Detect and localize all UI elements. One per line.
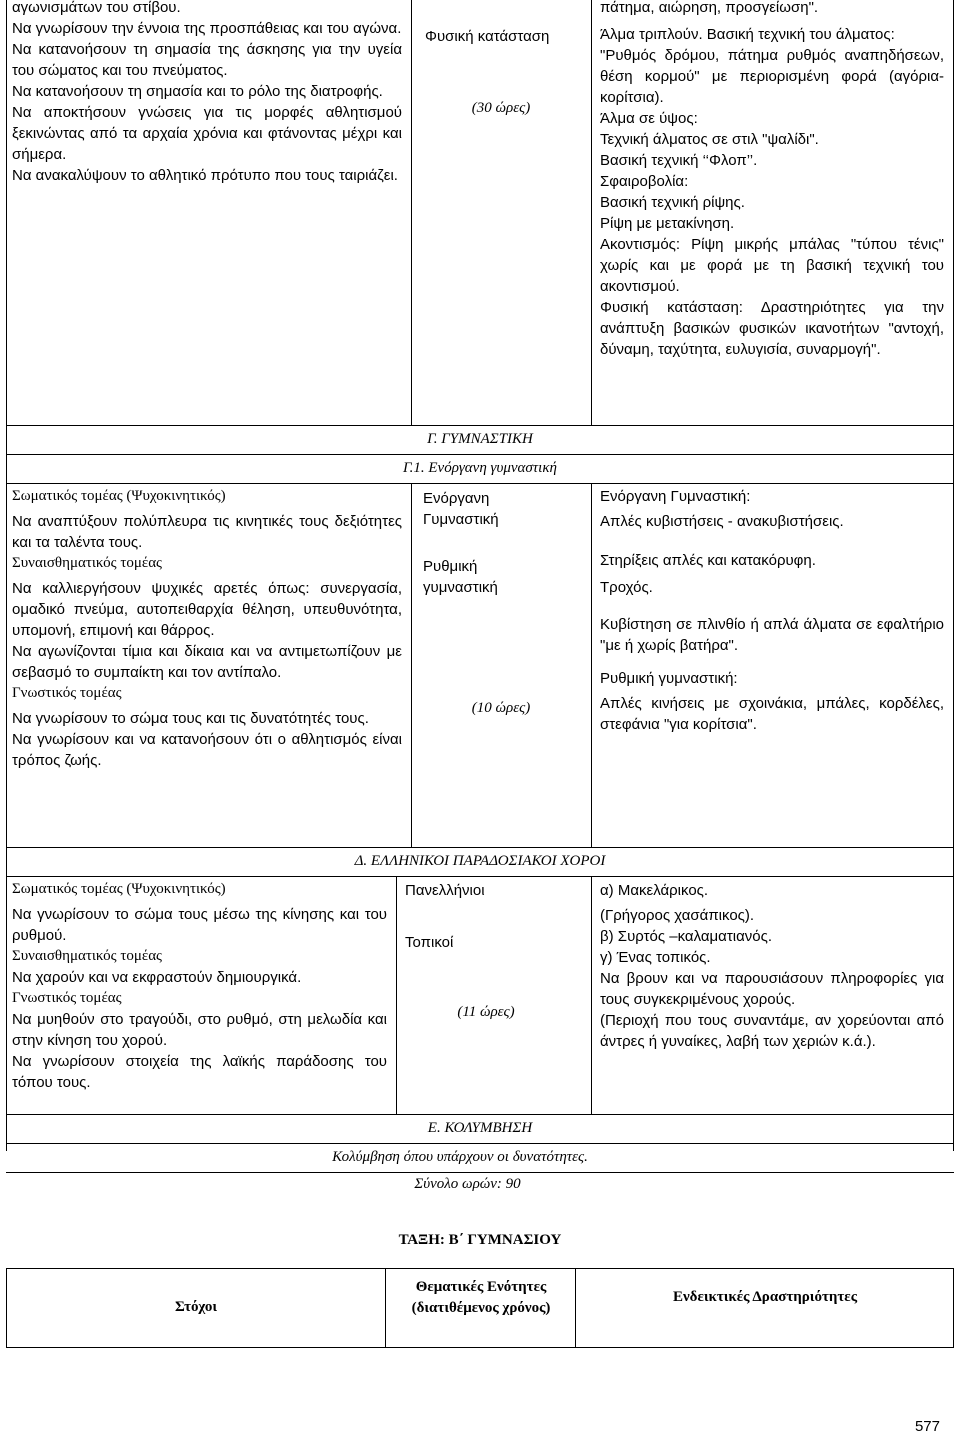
row-divider bbox=[6, 425, 954, 426]
row-divider bbox=[6, 1114, 954, 1115]
unit-hours: (11 ώρες) bbox=[457, 1004, 515, 1020]
unit-title: Πανελλήνιοι bbox=[405, 882, 485, 899]
unit-title: Ρυθμική γυμναστική bbox=[423, 558, 498, 596]
subsection-heading: Γ.1. Ενόργανη γυμναστική bbox=[403, 460, 557, 476]
table-border-left bbox=[6, 0, 7, 1151]
header-table-border bbox=[953, 1268, 954, 1348]
header-activities: Ενδεικτικές Δραστηριότητες bbox=[672, 1289, 858, 1305]
activity-text: Απλές κυβιστήσεις - ανακυβιστήσεις. bbox=[600, 513, 844, 530]
column-divider-1 bbox=[411, 483, 412, 847]
activity-text: Φυσική κατάσταση: Δραστηριότητες για την ανάπτυξη βασικών φυσικών ικανοτήτων "αντοχή, δύναμη, ταχύτητα, ευλυγισία, συναρμογή". bbox=[600, 299, 944, 358]
objective-text: Να αναπτύξουν πολύπλευρα τις κινητικές τους δεξιότητες και τα ταλέντα τους. bbox=[12, 513, 402, 551]
unit-title: Φυσική κατάσταση bbox=[425, 28, 550, 45]
unit-title: Τοπικοί bbox=[405, 934, 454, 951]
activities-cell bbox=[600, 486, 944, 735]
activity-text: Ενόργανη Γυμναστική: bbox=[600, 488, 751, 505]
objective-text: Να κατανοήσουν τη σημασία της άσκησης για την υγεία του σώματος και του πνεύματος. bbox=[12, 41, 402, 79]
table-border-right bbox=[953, 0, 954, 1151]
header-table-border bbox=[6, 1268, 954, 1269]
page-number: 577 bbox=[914, 1418, 940, 1435]
activity-text: α) Μακελάρικος. bbox=[600, 882, 709, 899]
objective-text: Να ανακαλύψουν το αθλητικό πρότυπο που τους ταιριάζει. bbox=[12, 167, 398, 184]
row-divider bbox=[6, 454, 954, 455]
activity-text: "Ρυθμός δρόμου, πάτημα ρυθμός αναπηδήσεων, θέση κορμού" με περιορισμένη φορά (αγόρια- κορίτσια). bbox=[600, 47, 944, 106]
domain-label: Σωματικός τομέας (Ψυχοκινητικός) bbox=[12, 881, 226, 897]
section-heading: Ε. ΚΟΛΥΜΒΗΣΗ bbox=[427, 1120, 533, 1136]
activity-text: Ρίψη με μετακίνηση. bbox=[600, 215, 735, 232]
objective-text: Να αγωνίζονται τίμια και δίκαια και να αντιμετωπίζουν με σεβασμό το συμπαίκτη και τον αντίπαλο. bbox=[12, 643, 402, 681]
header-units: Θεματικές Ενότητες (διατιθέμενος χρόνος) bbox=[411, 1279, 551, 1316]
objective-text: Να μυηθούν στο τραγούδι, στο ρυθμό, στη μελωδία και στην κίνηση του χορού. bbox=[12, 1011, 387, 1049]
unit-hours: (30 ώρες) bbox=[471, 100, 531, 116]
total-hours: Σύνολο ωρών: 90 bbox=[414, 1176, 521, 1192]
activity-text: Απλές κινήσεις με σχοινάκια, μπάλες, κορδέλες, στεφάνια "για κορίτσια". bbox=[600, 695, 944, 733]
row-divider bbox=[6, 876, 954, 877]
unit-title: Ενόργανη Γυμναστική bbox=[423, 490, 499, 528]
activity-text: Τροχός. bbox=[600, 579, 653, 596]
column-divider-1 bbox=[411, 0, 412, 425]
section-heading: Γ. ΓΥΜΝΑΣΤΙΚΗ bbox=[427, 431, 533, 447]
objective-text: Να γνωρίσουν το σώμα τους και τις δυνατότητές τους. bbox=[12, 710, 369, 727]
objectives-cell bbox=[12, 486, 402, 771]
activity-text: Ρυθμική γυμναστική: bbox=[600, 670, 738, 687]
class-title: ΤΑΞΗ: Β΄ ΓΥΜΝΑΣΙΟΥ bbox=[398, 1232, 562, 1248]
activity-text: (Γρήγορος χασάπικος). bbox=[600, 907, 755, 924]
activity-text: Βασική τεχνική ‘‘Φλοπ’’. bbox=[600, 152, 758, 169]
activity-text: Σφαιροβολία: bbox=[600, 173, 689, 190]
section-heading: Δ. ΕΛΛΗΝΙΚΟΙ ΠΑΡΑΔΟΣΙΑΚΟΙ ΧΟΡΟΙ bbox=[354, 853, 606, 869]
domain-label: Γνωστικός τομέας bbox=[12, 990, 122, 1006]
activity-text: Στηρίξεις απλές και κατακόρυφη. bbox=[600, 552, 816, 569]
header-table-border bbox=[6, 1347, 954, 1348]
column-divider-2 bbox=[591, 0, 592, 425]
activity-text: γ) Ένας τοπικός. bbox=[600, 949, 711, 966]
activities-cell bbox=[600, 0, 944, 360]
column-divider-1 bbox=[396, 876, 397, 1114]
row-divider bbox=[6, 1172, 954, 1173]
objective-text: Να γνωρίσουν και να κατανοήσουν ότι ο αθλητισμός είναι τρόπος ζωής. bbox=[12, 731, 402, 769]
activity-text: (Περιοχή που τους συναντάμε, αν χορεύονται από άντρες ή γυναίκες, λαβή των χεριών κ.ά.). bbox=[600, 1012, 944, 1050]
unit-hours: (10 ώρες) bbox=[471, 700, 531, 716]
objective-text: Να αποκτήσουν γνώσεις για τις μορφές αθλητισμού ξεκινώντας από τα αρχαία χρόνια και φτάνοντας μέχρι και σήμερα. bbox=[12, 104, 402, 163]
activities-cell bbox=[600, 880, 944, 1052]
column-divider-2 bbox=[591, 483, 592, 847]
objective-text: Να γνωρίσουν στοιχεία της λαϊκής παράδοσης του τόπου τους. bbox=[12, 1053, 387, 1091]
objective-text: Να γνωρίσουν την έννοια της προσπάθειας και του αγώνα. bbox=[12, 20, 402, 37]
activity-text: Κυβίστηση σε πλινθίο ή απλά άλματα σε εφαλτήριο "με ή χωρίς βατήρα". bbox=[600, 616, 944, 654]
activity-text: Τεχνική άλματος σε στιλ "ψαλίδι". bbox=[600, 131, 819, 148]
row-divider bbox=[6, 847, 954, 848]
activity-text: β) Συρτός –καλαματιανός. bbox=[600, 928, 773, 945]
objectives-cell bbox=[12, 879, 387, 1093]
domain-label: Γνωστικός τομέας bbox=[12, 685, 122, 701]
row-divider bbox=[6, 1143, 954, 1144]
activity-text: πάτημα, αιώρηση, προσγείωση". bbox=[600, 0, 819, 16]
domain-label: Σωματικός τομέας (Ψυχοκινητικός) bbox=[12, 488, 226, 504]
header-table-border bbox=[575, 1268, 576, 1348]
row-divider bbox=[6, 483, 954, 484]
objectives-cell bbox=[12, 0, 402, 186]
objective-text: Να χαρούν και να εκφραστούν δημιουργικά. bbox=[12, 969, 302, 986]
activity-text: Να βρουν και να παρουσιάσουν πληροφορίες για τους συγκεκριμένους χορούς. bbox=[600, 970, 944, 1008]
objective-text: Να καλλιεργήσουν ψυχικές αρετές όπως: συνεργασία, ομαδικό πνεύμα, αυτοπειθαρχία θέληση, υπευθυνότητα, υπομονή, επιμονή και θάρρος. bbox=[12, 580, 402, 639]
activity-text: Ακοντισμός: Ρίψη μικρής μπάλας "τύπου τένις" χωρίς και με φορά με τη βασική τεχνική του ακοντισμού. bbox=[600, 236, 944, 295]
swim-note: Κολύμβηση όπου υπάρχουν οι δυνατότητες. bbox=[332, 1149, 588, 1165]
objective-text: Να γνωρίσουν το σώμα τους μέσω της κίνησης και του ρυθμού. bbox=[12, 906, 387, 944]
activity-text: Βασική τεχνική ρίψης. bbox=[600, 194, 745, 211]
header-goals: Στόχοι bbox=[175, 1299, 217, 1315]
activity-text: Άλμα τριπλούν. Βασική τεχνική του άλματος: bbox=[600, 26, 895, 43]
objective-text: Να κατανοήσουν τη σημασία και το ρόλο της διατροφής. bbox=[12, 83, 383, 100]
column-divider-2 bbox=[591, 876, 592, 1114]
activity-text: Άλμα σε ύψος: bbox=[600, 110, 698, 127]
domain-label: Συναισθηματικός τομέας bbox=[12, 948, 162, 964]
domain-label: Συναισθηματικός τομέας bbox=[12, 555, 162, 571]
objective-text: αγωνισμάτων του στίβου. bbox=[12, 0, 181, 16]
